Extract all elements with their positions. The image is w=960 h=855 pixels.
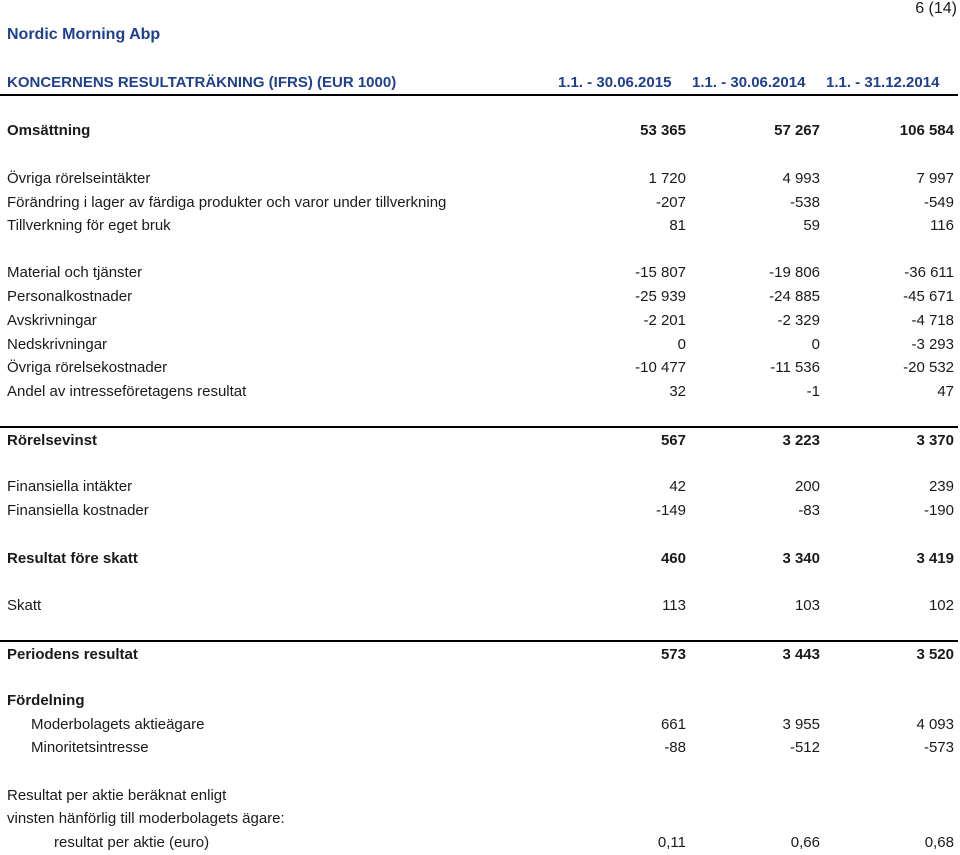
value-h1-2014: 59 (803, 217, 820, 234)
row-resultat-per-aktie-heading (0, 785, 958, 807)
row-material-och-tjanster (0, 262, 958, 284)
row-label: Finansiella intäkter (7, 478, 133, 495)
column-header-h1-2014: 1.1. - 30.06.2014 (692, 74, 806, 91)
value-fy-2014: 4 093 (916, 716, 954, 733)
value-h1-2014: -2 329 (777, 312, 820, 329)
row-label: Material och tjänster (7, 264, 143, 281)
row-label: Tillverkning för eget bruk (7, 217, 171, 234)
column-header-h1-2015: 1.1. - 30.06.2015 (558, 74, 672, 91)
value-h1-2014: 103 (794, 597, 820, 614)
value-fy-2014: -45 671 (903, 288, 954, 305)
row-tillverkning-for-eget-bruk (0, 215, 958, 237)
value-h1-2015: -207 (655, 194, 686, 211)
value-fy-2014: 106 584 (899, 122, 954, 139)
value-fy-2014: 3 419 (916, 550, 954, 567)
value-h1-2015: 32 (669, 383, 686, 400)
value-h1-2015: 573 (660, 646, 686, 663)
row-resultat-per-aktie (0, 832, 958, 854)
value-fy-2014: -549 (923, 194, 954, 211)
value-h1-2014: 0 (811, 336, 820, 353)
value-h1-2015: 53 365 (640, 122, 686, 139)
value-fy-2014: -190 (923, 502, 954, 519)
value-h1-2014: 4 993 (782, 170, 820, 187)
value-h1-2015: 460 (660, 550, 686, 567)
row-label: Övriga rörelsekostnader (7, 359, 168, 376)
value-fy-2014: -3 293 (911, 336, 954, 353)
value-h1-2014: -538 (789, 194, 820, 211)
value-h1-2014: 3 443 (782, 646, 820, 663)
row-label: vinsten hänförlig till moderbolagets ägare: (7, 810, 285, 827)
statement-title: KONCERNENS RESULTATRÄKNING (IFRS) (EUR 1000) (7, 74, 397, 91)
row-label: Moderbolagets aktieägare (31, 716, 205, 733)
value-h1-2014: 3 223 (782, 432, 820, 449)
value-h1-2014: -83 (798, 502, 820, 519)
value-fy-2014: -20 532 (903, 359, 954, 376)
row-label: Avskrivningar (7, 312, 97, 329)
value-h1-2014: 3 955 (782, 716, 820, 733)
page-number: 6 (14) (915, 0, 957, 17)
row-label: Andel av intresseföretagens resultat (7, 383, 247, 400)
value-h1-2015: 567 (660, 432, 686, 449)
row-label: resultat per aktie (euro) (54, 834, 210, 851)
value-h1-2015: 0,11 (657, 834, 686, 851)
row-avskrivningar (0, 310, 958, 332)
row-andel-av-intresseforetagens-resultat (0, 381, 958, 403)
row-label: Personalkostnader (7, 288, 133, 305)
value-fy-2014: -36 611 (904, 264, 954, 281)
row-label: Förändring i lager av färdiga produkter och varor under tillverkning (7, 194, 447, 211)
row-label: Omsättning (7, 122, 91, 139)
value-h1-2015: -15 807 (635, 264, 686, 281)
row-periodens-resultat (0, 640, 958, 664)
row-label: Resultat före skatt (7, 550, 138, 567)
value-h1-2014: -512 (789, 739, 820, 756)
row-vinsten-hanforlig (0, 808, 958, 830)
value-h1-2014: 200 (794, 478, 820, 495)
value-fy-2014: 102 (928, 597, 954, 614)
value-fy-2014: 3 520 (916, 646, 954, 663)
row-nedskrivningar (0, 334, 958, 356)
row-resultat-fore-skatt (0, 548, 958, 570)
value-fy-2014: 116 (930, 217, 954, 234)
value-fy-2014: 239 (928, 478, 954, 495)
row-fordelning (0, 690, 958, 712)
row-finansiella-kostnader (0, 500, 958, 522)
value-fy-2014: 7 997 (916, 170, 954, 187)
value-h1-2015: -2 201 (643, 312, 686, 329)
value-h1-2015: -149 (655, 502, 686, 519)
company-name: Nordic Morning Abp (7, 26, 161, 43)
value-h1-2014: 57 267 (774, 122, 820, 139)
value-h1-2014: -19 806 (769, 264, 820, 281)
value-h1-2014: -1 (806, 383, 820, 400)
row-label: Resultat per aktie beräknat enligt (7, 787, 227, 804)
row-omsattning (0, 120, 958, 142)
value-h1-2014: 3 340 (782, 550, 820, 567)
row-minoritetsintresse (0, 737, 958, 759)
column-header-fy-2014: 1.1. - 31.12.2014 (826, 74, 940, 91)
row-label: Övriga rörelseintäkter (7, 170, 151, 187)
statement-header (0, 72, 958, 96)
value-fy-2014: 47 (937, 383, 954, 400)
row-label: Nedskrivningar (7, 336, 108, 353)
value-h1-2015: 42 (669, 478, 686, 495)
row-forandring-i-lager (0, 192, 958, 214)
row-skatt (0, 595, 958, 617)
row-personalkostnader (0, 286, 958, 308)
value-fy-2014: -573 (923, 739, 954, 756)
value-fy-2014: 0,68 (924, 834, 954, 851)
row-label: Skatt (7, 597, 42, 614)
value-h1-2014: -24 885 (769, 288, 820, 305)
value-fy-2014: 3 370 (916, 432, 954, 449)
value-h1-2015: -10 477 (635, 359, 686, 376)
value-h1-2015: 1 720 (648, 170, 686, 187)
value-fy-2014: -4 718 (911, 312, 954, 329)
row-label: Minoritetsintresse (31, 739, 149, 756)
value-h1-2015: 661 (660, 716, 686, 733)
row-label: Rörelsevinst (7, 432, 98, 449)
value-h1-2015: 81 (669, 217, 686, 234)
value-h1-2015: 0 (677, 336, 686, 353)
row-ovriga-rorelsekostnader (0, 357, 958, 379)
row-label: Finansiella kostnader (7, 502, 149, 519)
row-moderbolagets-aktieagare (0, 714, 958, 736)
row-label: Periodens resultat (7, 646, 138, 663)
row-finansiella-intakter (0, 476, 958, 498)
value-h1-2014: 0,66 (790, 834, 820, 851)
value-h1-2015: -25 939 (635, 288, 686, 305)
row-rorelsevinst (0, 426, 958, 450)
row-label: Fördelning (7, 692, 85, 709)
value-h1-2015: -88 (664, 739, 686, 756)
row-ovriga-rorelseintakter (0, 168, 958, 190)
value-h1-2014: -11 536 (770, 359, 820, 376)
value-h1-2015: 113 (662, 597, 686, 614)
